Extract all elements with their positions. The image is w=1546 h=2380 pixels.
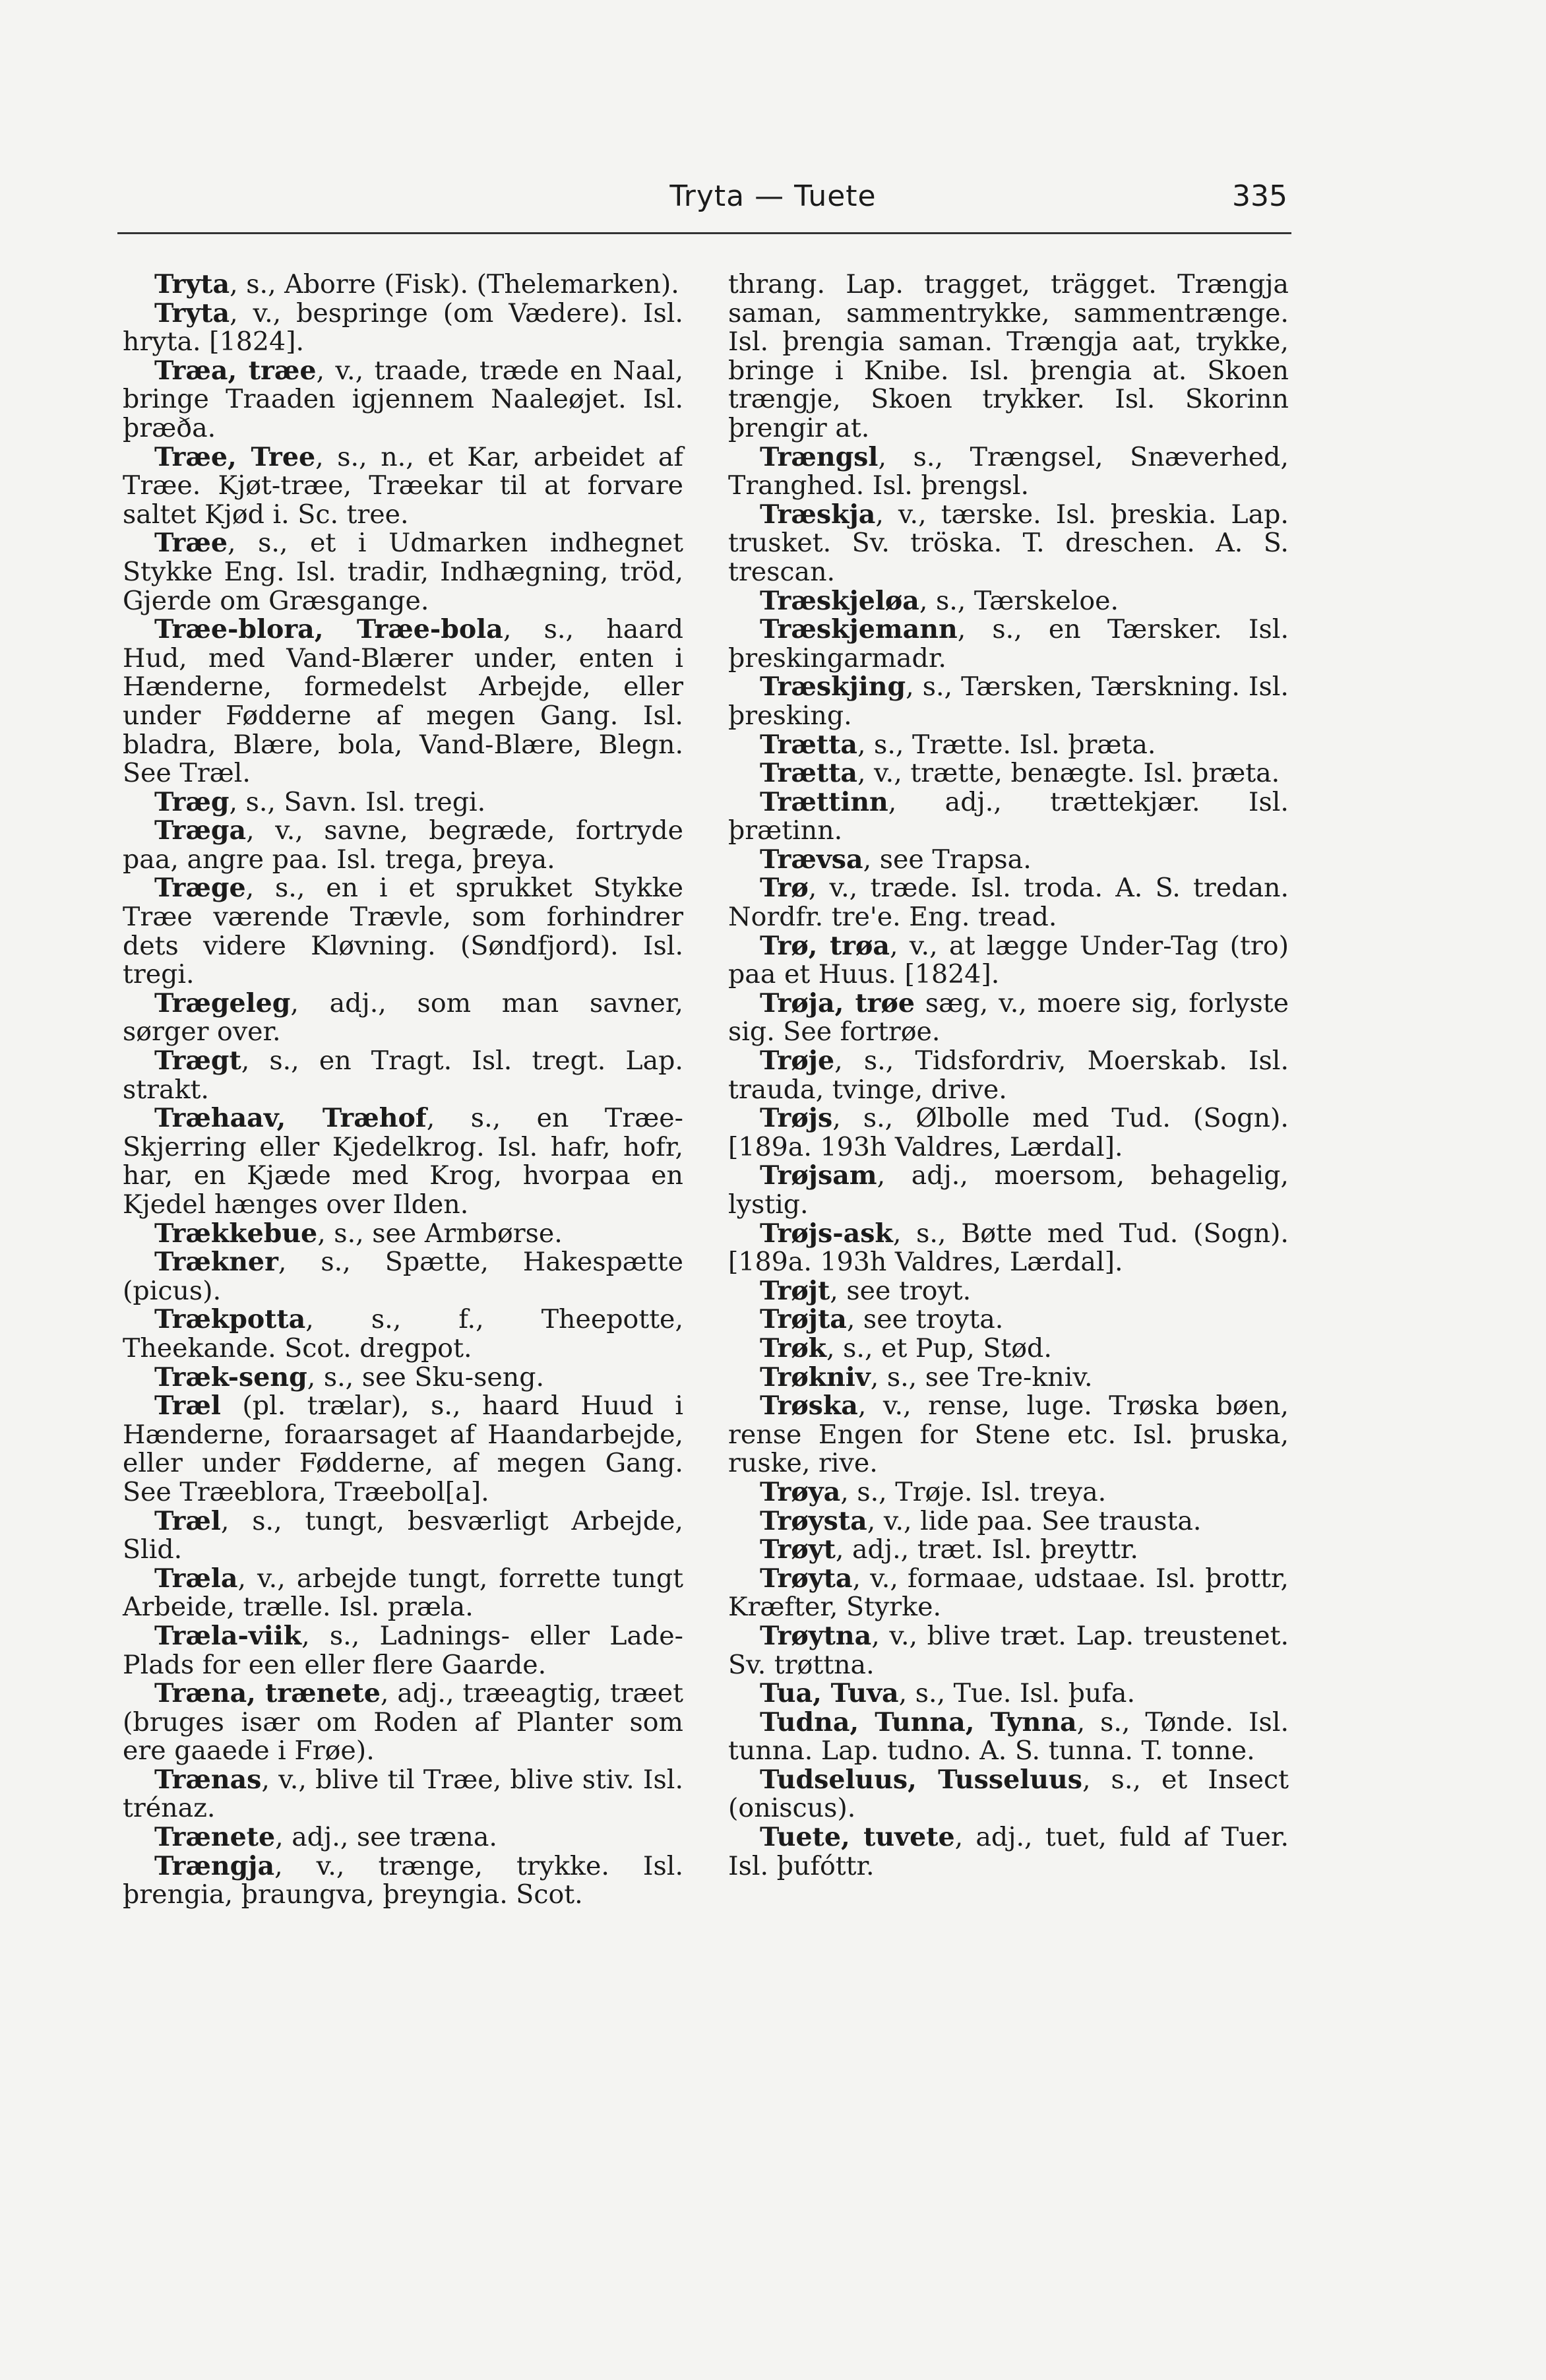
dictionary-entry [123, 1363, 683, 1393]
definition: , adj., træt. Isl. þreyttr. [835, 1534, 1138, 1565]
dictionary-entry [728, 1507, 1289, 1536]
headword: Trængsl [760, 441, 879, 472]
dictionary-entry [728, 1622, 1289, 1679]
definition: , s., Trængsel, Snæverhed, Tranghed. Isl. þrengsl. [728, 441, 1289, 501]
headword: Trøyt [760, 1534, 836, 1565]
dictionary-entry [728, 1363, 1289, 1393]
dictionary-entry [123, 1047, 683, 1104]
dictionary-entry [728, 874, 1289, 931]
dictionary-entry [728, 1565, 1289, 1622]
definition: , s., Tidsfordriv, Moerskab. Isl. trauda, tvinge, drive. [728, 1046, 1289, 1105]
dictionary-entry [728, 1478, 1289, 1507]
headword: Trækkebue [154, 1218, 318, 1249]
dictionary-entry [728, 673, 1289, 730]
dictionary-entry [728, 501, 1289, 587]
definition: , v., trætte, benægte. Isl. þræta. [857, 758, 1280, 789]
dictionary-entry [728, 443, 1289, 501]
dictionary-entry [728, 1104, 1289, 1162]
dictionary-entry [123, 357, 683, 443]
headword: Trættinn [760, 786, 888, 817]
headword: Trægt [154, 1046, 241, 1077]
definition: , s., see Sku-seng. [307, 1362, 545, 1393]
definition: , adj., træeagtig, træet (bruges især om Roden af Planter som ere gaaede i Frøe). [123, 1678, 683, 1767]
headword: Træk-seng [154, 1362, 307, 1393]
left-column [123, 270, 683, 1910]
dictionary-entry [728, 1679, 1289, 1708]
definition: , s., et Insect (oniscus). [728, 1764, 1289, 1824]
headword: Tua, Tuva [760, 1678, 899, 1709]
dictionary-entry [123, 1392, 683, 1507]
headword: Træge [154, 873, 246, 904]
dictionary-entry [123, 989, 683, 1047]
dictionary-entry [728, 615, 1289, 673]
definition: , s., Aborre (Fisk). (Thelemarken). [230, 269, 679, 299]
definition: , v., blive træt. Lap. treustenet. Sv. trøttna. [728, 1620, 1289, 1680]
headword: Trøjs [760, 1103, 833, 1134]
headword: Trætta [760, 758, 857, 789]
dictionary-entry [728, 1277, 1289, 1306]
dictionary-entry [728, 1305, 1289, 1334]
dictionary-entry [728, 989, 1289, 1047]
headword: Trøjs-ask [760, 1218, 893, 1249]
headword: Trø [760, 873, 809, 904]
definition: , v., formaae, udstaae. Isl. þrottr, Kræfter, Styrke. [728, 1563, 1289, 1623]
headword: Tudseluus, Tusseluus [760, 1764, 1082, 1795]
headword: Træa, træe [154, 355, 317, 386]
headword: Træskjing [760, 672, 906, 703]
definition: , see troyt. [830, 1275, 972, 1306]
definition: , adj., trættekjær. Isl. þrætinn. [728, 786, 1289, 846]
headword: Trætta [760, 729, 857, 760]
headword: Trøjt [760, 1275, 830, 1306]
definition: , s., en Træe-Skjerring eller Kjedelkrog. Isl. hafr, hofr, har, en Kjæde med Krog, hvorpaa en Kjedel hænges over Ilden. [123, 1103, 683, 1220]
dictionary-entry [728, 1392, 1289, 1478]
definition: , s., Ladnings- eller Lade-Plads for een eller flere Gaarde. [123, 1620, 683, 1680]
dictionary-entry [728, 1334, 1289, 1363]
headword: Træe [154, 528, 228, 559]
dictionary-entry [728, 1047, 1289, 1104]
dictionary-entry [123, 817, 683, 874]
dictionary-entry [123, 270, 683, 299]
definition: , v., blive til Træe, blive stiv. Isl. trénaz. [123, 1764, 683, 1824]
dictionary-entry [123, 1507, 683, 1565]
headword: Trænas [154, 1764, 262, 1795]
definition: , s., Tærskeloe. [919, 585, 1119, 616]
definition: , s., f., Theepotte, Theekande. Scot. dregpot. [123, 1304, 683, 1363]
definition: thrang. Lap. tragget, trägget. Trængja saman, sammentrykke, sammentrænge. Isl. þrengia saman. Trængja aat, trykke, bringe i Knibe. Isl. þrengia at. Skoen trængje, Skoen trykker. Isl. Skorinn þrengir at. [728, 269, 1289, 443]
definition: , s., en Tærsker. Isl. þreskingarmadr. [728, 614, 1289, 673]
dictionary-entry [728, 788, 1289, 846]
headword: Trøysta [760, 1505, 867, 1536]
dictionary-entry [728, 759, 1289, 788]
headword: Trævsa [760, 844, 863, 875]
dictionary-entry [123, 1679, 683, 1766]
headword: Trækner [154, 1247, 278, 1278]
dictionary-entry [728, 846, 1289, 875]
headword: Træga [154, 815, 247, 846]
right-column [728, 270, 1289, 1881]
definition: , v., bespringe (om Vædere). Isl. hryta. [1824]. [123, 298, 683, 358]
dictionary-entry [728, 1536, 1289, 1565]
running-header [0, 179, 1546, 226]
headword: Træla [154, 1563, 238, 1594]
definition: , s., Bøtte med Tud. (Sogn). [189a. 193h Valdres, Lærdal]. [728, 1218, 1289, 1278]
header-rule [117, 232, 1291, 234]
headword: Træl [154, 1505, 221, 1536]
definition: , s., et Pup, Stød. [826, 1332, 1052, 1363]
dictionary-entry [123, 1766, 683, 1823]
headword: Træna, trænete [154, 1678, 381, 1709]
headword: Træg [154, 786, 230, 817]
definition: , s., see Armbørse. [317, 1218, 563, 1249]
headword: Trøytna [760, 1620, 872, 1651]
page-number: 335 [1232, 179, 1287, 213]
definition: , v., tærske. Isl. þreskia. Lap. trusket. Sv. tröska. T. dreschen. A. S. trescan. [728, 499, 1289, 587]
dictionary-entry [728, 270, 1289, 443]
definition: , v., savne, begræde, fortryde paa, angre paa. Isl. trega, þreya. [123, 815, 683, 875]
dictionary-entry [728, 587, 1289, 616]
definition: , s., Tærsken, Tærskning. Isl. þresking. [728, 672, 1289, 731]
definition: , v., arbejde tungt, forrette tungt Arbeide, trælle. Isl. præla. [123, 1563, 683, 1623]
headword: Trø, trøa [760, 930, 890, 961]
headword: Trøje [760, 1046, 835, 1077]
definition: , v., lide paa. See trausta. [867, 1505, 1202, 1536]
headword: Trøk [760, 1332, 827, 1363]
definition: (pl. trælar), s., haard Huud i Hænderne, foraarsaget af Haandarbejde, eller under Fødderne, af megen Gang. See Træeblora, Træebol[a]. [123, 1391, 683, 1507]
headword: Træe-blora, Træe-bola [154, 614, 503, 645]
definition: , s., Trøje. Isl. treyа. [840, 1476, 1107, 1507]
headword: Trøyta [760, 1563, 853, 1594]
definition: , s., Tue. Isl. þufa. [898, 1678, 1136, 1709]
definition: , see troyta. [846, 1304, 1004, 1335]
dictionary-entry [123, 299, 683, 357]
headword: Træl [154, 1391, 221, 1422]
headword: Trækpotta [154, 1304, 306, 1335]
headword: Tryta [154, 269, 230, 299]
definition: , adj., see træna. [275, 1822, 497, 1853]
definition: , s., et i Udmarken indhegnet Stykke Eng. Isl. tradir, Indhægning, tröd, Gjerde om Græsgange. [123, 528, 683, 616]
headword: Trøya [760, 1476, 841, 1507]
dictionary-entry [123, 1220, 683, 1249]
headword: Trægeleg [154, 987, 291, 1018]
dictionary-entry [123, 1104, 683, 1219]
definition: , s., Trætte. Isl. þræta. [857, 729, 1156, 760]
headword: Træskjemann [760, 614, 958, 645]
definition: , s., see Tre-kniv. [870, 1362, 1093, 1393]
dictionary-entry [123, 1565, 683, 1622]
headword: Tryta [154, 298, 230, 329]
definition: , s., haard Hud, med Vand-Blærer under, enten i Hænderne, formedelst Arbejde, eller under Fødderne af megen Gang. Isl. bladra, Blære, bola, Vand-Blære, Blegn. See Træl. [123, 614, 683, 789]
definition: , v., trænge, trykke. Isl. þrengia, þraungva, þreyngia. Scot. [123, 1850, 683, 1910]
headword: Trænete [154, 1822, 276, 1853]
dictionary-entry [123, 615, 683, 788]
definition: , adj., som man savner, sørger over. [123, 987, 683, 1048]
dictionary-entry [123, 1248, 683, 1305]
headword: Tudna, Tunna, Tynna [760, 1707, 1077, 1738]
dictionary-entry [728, 932, 1289, 989]
dictionary-entry [123, 1622, 683, 1679]
dictionary-entry [728, 731, 1289, 760]
definition: , s., tungt, besværligt Arbejde, Slid. [123, 1505, 683, 1565]
headword: Trøjsam [760, 1160, 877, 1191]
headword: Trængja [154, 1850, 275, 1881]
dictionary-entry [123, 529, 683, 615]
definition: , adj., tuet, fuld af Tuer. Isl. þufóttr. [728, 1822, 1289, 1881]
headword: Trøkniv [760, 1362, 871, 1393]
dictionary-entry [123, 874, 683, 989]
definition: , v., at lægge Under-Tag (tro) paa et Huus. [1824]. [728, 930, 1289, 990]
headword: Trøja, trøe [760, 987, 915, 1018]
dictionary-entry [123, 1305, 683, 1363]
definition: , s., en Tragt. Isl. tregt. Lap. strakt. [123, 1046, 683, 1105]
headword: Træe, Tree [154, 441, 316, 472]
definition: , s., en i et sprukket Stykke Træe værende Trævle, som forhindrer dets videre Kløvning. (Søndfjord). Isl. tregi. [123, 873, 683, 990]
headword: Træskjeløa [760, 585, 919, 616]
definition: , see Trapsa. [863, 844, 1032, 875]
definition: , s., Spætte, Hakespætte (picus). [123, 1247, 683, 1306]
headword: Træla-viik [154, 1620, 302, 1651]
headword: Træskja [760, 499, 876, 530]
definition: , s., n., et Kar, arbeidet af Træe. Kjøt-træe, Træekar til at forvare saltet Kjød i. Sc. tree. [123, 441, 684, 530]
definition: , v., traade, træde en Naal, bringe Traaden igjennem Naaleøjet. Isl. þræða. [123, 355, 683, 443]
headword: Trøska [760, 1391, 858, 1422]
definition: , s., Ølbolle med Tud. (Sogn). [189a. 193h Valdres, Lærdal]. [728, 1103, 1289, 1162]
definition: , adj., moersom, behagelig, lystig. [728, 1160, 1289, 1220]
dictionary-entry [728, 1220, 1289, 1277]
header-title: Tryta — Tuete [669, 179, 877, 213]
definition: sæg, v., moere sig, forlyste sig. See fortrøe. [728, 987, 1289, 1048]
dictionary-entry [123, 443, 683, 530]
dictionary-entry [728, 1823, 1289, 1881]
headword: Træhaav, Træhof [154, 1103, 427, 1134]
definition: , v., rense, luge. Trøska bøen, rense Engen for Stene etc. Isl. þruska, ruske, rive. [728, 1391, 1289, 1479]
dictionary-entry [728, 1708, 1289, 1766]
headword: Trøjta [760, 1304, 847, 1335]
dictionary-entry [123, 1852, 683, 1910]
dictionary-entry [123, 1823, 683, 1852]
dictionary-entry [728, 1766, 1289, 1823]
definition: , v., træde. Isl. troda. A. S. tredan. Nordfr. tre'e. Eng. tread. [728, 873, 1289, 933]
definition: , s., Tønde. Isl. tunna. Lap. tudno. A. S. tunna. T. tonne. [728, 1707, 1289, 1767]
dictionary-entry [728, 1162, 1289, 1219]
definition: , s., Savn. Isl. tregi. [229, 786, 486, 817]
dictionary-entry [123, 788, 683, 817]
headword: Tuete, tuvete [760, 1822, 955, 1853]
